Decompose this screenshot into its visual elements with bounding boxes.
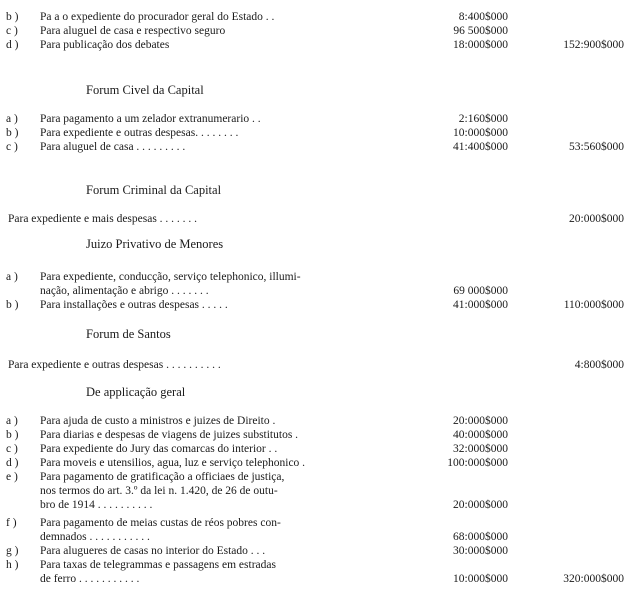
item-value: 2:160$000 [458,113,508,125]
budget-line [0,442,634,456]
section-title: Forum Criminal da Capital [86,183,222,197]
item-value: 20:000$000 [453,499,508,511]
budget-line [0,572,634,586]
item-letter: a ) [6,415,18,427]
item-value: 41:400$000 [453,141,508,153]
section-total: 152:900$000 [563,39,624,51]
section-total: 4:800$000 [574,359,624,371]
budget-line [0,270,634,284]
item-text: Para taxas de telegrammas e passagens em estradas [40,559,276,571]
item-text: Para publicação dos debates [40,39,170,51]
budget-line [0,558,634,572]
budget-line [0,38,634,52]
item-text: Para expediente e outras despesas. . . . . . . . [40,127,239,139]
item-letter: a ) [6,113,18,125]
section-total: 20:000$000 [569,213,624,225]
budget-line [0,24,634,38]
item-letter: b ) [6,429,19,441]
section-total: 110:000$000 [563,299,624,311]
budget-line [0,456,634,470]
budget-line [0,126,634,140]
item-text: Para pagamento a um zelador extranumerario . . [40,113,261,125]
item-text: Para pagamento de meias custas de réos pobres con- [40,517,281,529]
item-text: Para expediente e mais despesas . . . . . . . [8,213,198,225]
item-value: 10:000$000 [453,573,508,585]
budget-line [0,212,634,226]
item-value: 8:400$000 [458,11,508,23]
budget-line [0,516,634,530]
item-text: Para diarias e despesas de viagens de juizes substitutos . [40,429,299,441]
budget-line [0,530,634,544]
budget-line [0,544,634,558]
section-title: Forum Civel da Capital [86,83,204,97]
item-letter: d ) [6,457,19,469]
budget-line [0,428,634,442]
budget-line [0,10,634,24]
item-value: 68:000$000 [453,531,508,543]
item-letter: b ) [6,127,19,139]
item-letter: c ) [6,25,18,37]
item-letter: b ) [6,11,19,23]
item-letter: a ) [6,271,18,283]
item-text: Para aluguel de casa . . . . . . . . . [40,141,186,153]
budget-line [0,498,634,512]
item-text: de ferro . . . . . . . . . . . [40,573,140,585]
item-text: Para aluguel de casa e respectivo seguro [40,25,226,37]
item-letter: g ) [6,545,19,557]
budget-line [0,140,634,154]
item-text: Para expediente e outras despesas . . . . . . . . . . [8,359,221,371]
item-text: Para pagamento de gratificação a officiaes de justiça, [40,471,285,483]
item-text: Para installações e outras despesas . . . . . [40,299,228,311]
item-value: 69 000$000 [453,285,508,297]
section-title: Forum de Santos [86,327,171,341]
section-total: 53:560$000 [569,141,624,153]
budget-line [0,358,634,372]
item-value: 40:000$000 [453,429,508,441]
item-text: bro de 1914 . . . . . . . . . . [40,499,153,511]
item-value: 10:000$000 [453,127,508,139]
section-title: De applicação geral [86,385,186,399]
item-text: Para ajuda de custo a ministros e juizes de Direito . [40,415,276,427]
item-value: 30:000$000 [453,545,508,557]
budget-line [0,470,634,484]
item-value: 18:000$000 [453,39,508,51]
item-text: Para expediente do Jury das comarcas do interior . . [40,443,278,455]
item-value: 20:000$000 [453,415,508,427]
item-value: 96 500$000 [453,25,508,37]
section-total: 320:000$000 [563,573,624,585]
item-text: nação, alimentação e abrigo . . . . . . . [40,285,209,297]
item-value: 100:000$000 [447,457,508,469]
item-text: Para moveis e utensilios, agua, luz e serviço telephonico . [40,457,306,469]
item-text: Para expediente, conducção, serviço telephonico, illumi- [40,271,301,283]
section-title: Juizo Privativo de Menores [86,237,224,251]
item-letter: c ) [6,141,18,153]
item-letter: c ) [6,443,18,455]
item-text: nos termos do art. 3.º da lei n. 1.420, de 26 de outu- [40,485,278,497]
item-text: Para alugueres de casas no interior do Estado . . . [40,545,266,557]
budget-line [0,414,634,428]
item-letter: e ) [6,471,18,483]
item-text: demnados . . . . . . . . . . . [40,531,150,543]
item-letter: h ) [6,559,19,571]
budget-line [0,112,634,126]
budget-line [0,298,634,312]
item-value: 32:000$000 [453,443,508,455]
item-letter: d ) [6,39,19,51]
budget-line [0,484,634,498]
item-letter: b ) [6,299,19,311]
budget-line [0,284,634,298]
item-letter: f ) [6,517,17,529]
item-text: Pa a o expediente do procurador geral do Estado . . [40,11,275,23]
item-value: 41:000$000 [453,299,508,311]
